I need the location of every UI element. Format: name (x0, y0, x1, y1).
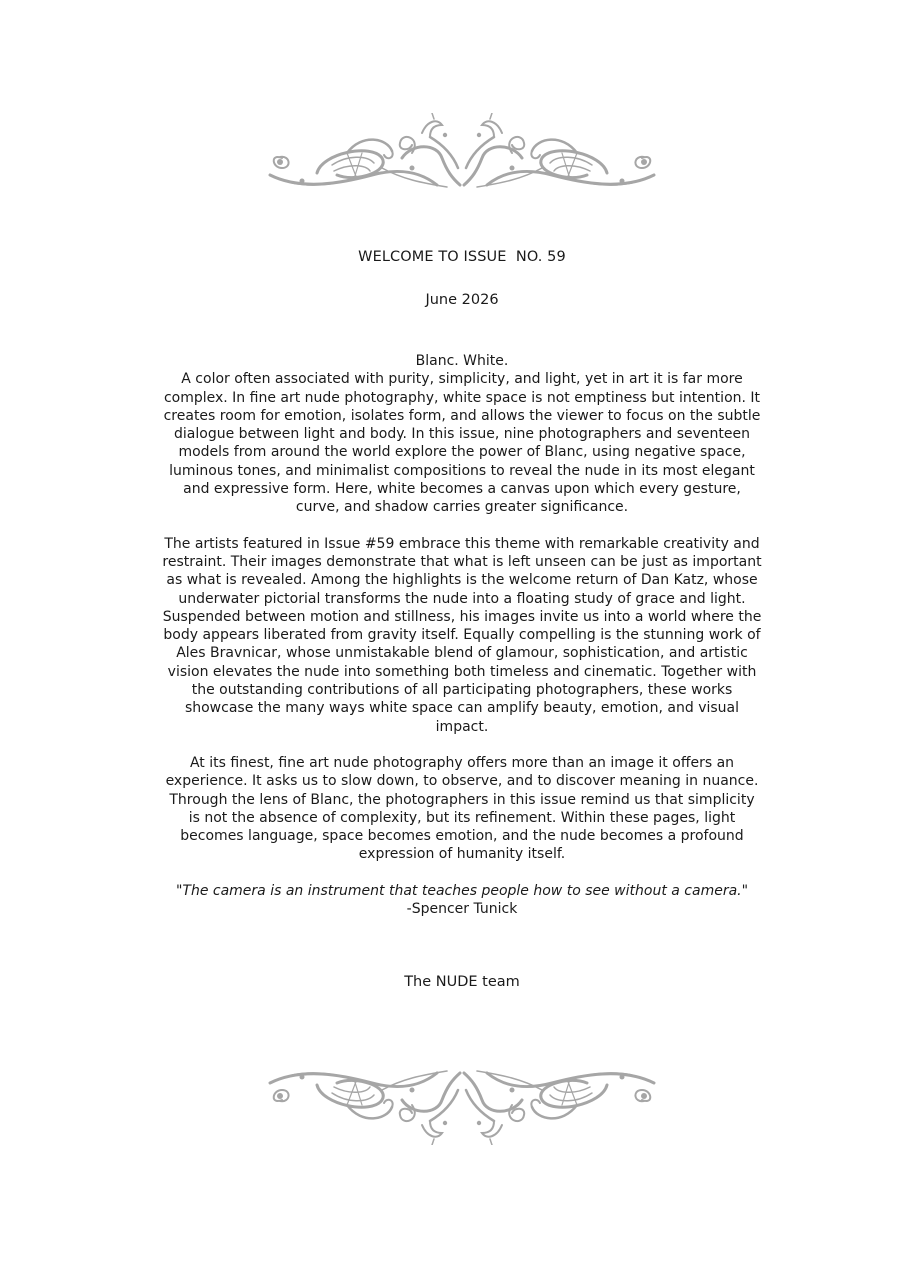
issue-date: June 2026 (425, 292, 499, 308)
editorial-body (162, 352, 762, 918)
editorial-paragraph-1: A color often associated with purity, simplicity, and light, yet in art it is far more complex. In fine art nude photography, white space is not emptiness but intention. It creates room for emotion, isolates form, and allows the viewer to focus on the subtle dialogue between light and body. In this issue, nine photographers and seventeen models from around the world explore the power of Blanc, using negative space, luminous tones, and minimalist compositions to reveal the nude in its most elegant and expressive form. Here, white becomes a canvas upon which every gesture, curve, and shadow carries greater significance. (163, 371, 761, 516)
editorial-heading: Blanc. White. (415, 353, 509, 369)
issue-title: WELCOME TO ISSUE NO. 59 (358, 249, 566, 265)
pull-quote (162, 882, 762, 919)
editorial-paragraph-3: At its finest, fine art nude photography offers more than an image it offers an experience. It asks us to slow down, to observe, and to discover meaning in nuance. Through the lens of Blanc, the photographers in this issue remind us that simplicity is not the absence of complexity, but its refinement. Within these pages, light becomes language, space becomes emotion, and the nude becomes a profound expression of humanity itself. (165, 754, 759, 863)
top-flourish-ornament (262, 113, 662, 198)
editorial-paragraph-2: The artists featured in Issue #59 embrace this theme with remarkable creativity and restraint. Their images demonstrate that what is left unseen can be just as important as what is revealed. Among the highlights is the welcome return of Dan Katz, whose underwater pictorial transforms the nude into a floating study of grace and light. Suspended between motion and stillness, his images invite us into a world where the body appears liberated from gravity itself. Equally compelling is the stunning work of Ales Bravnicar, whose unmistakable blend of glamour, sophistication, and artistic vision elevates the nude into something both timeless and cinematic. Together with the outstanding contributions of all participating photographers, these works showcase the many ways white space can amplify beauty, emotion, and visual impact. (162, 535, 762, 735)
signoff: The NUDE team (404, 974, 520, 990)
quote-text: "The camera is an instrument that teaches people how to see without a camera." (175, 882, 749, 899)
quote-author: -Spencer Tunick (406, 901, 518, 918)
bottom-flourish-ornament (262, 1060, 662, 1145)
